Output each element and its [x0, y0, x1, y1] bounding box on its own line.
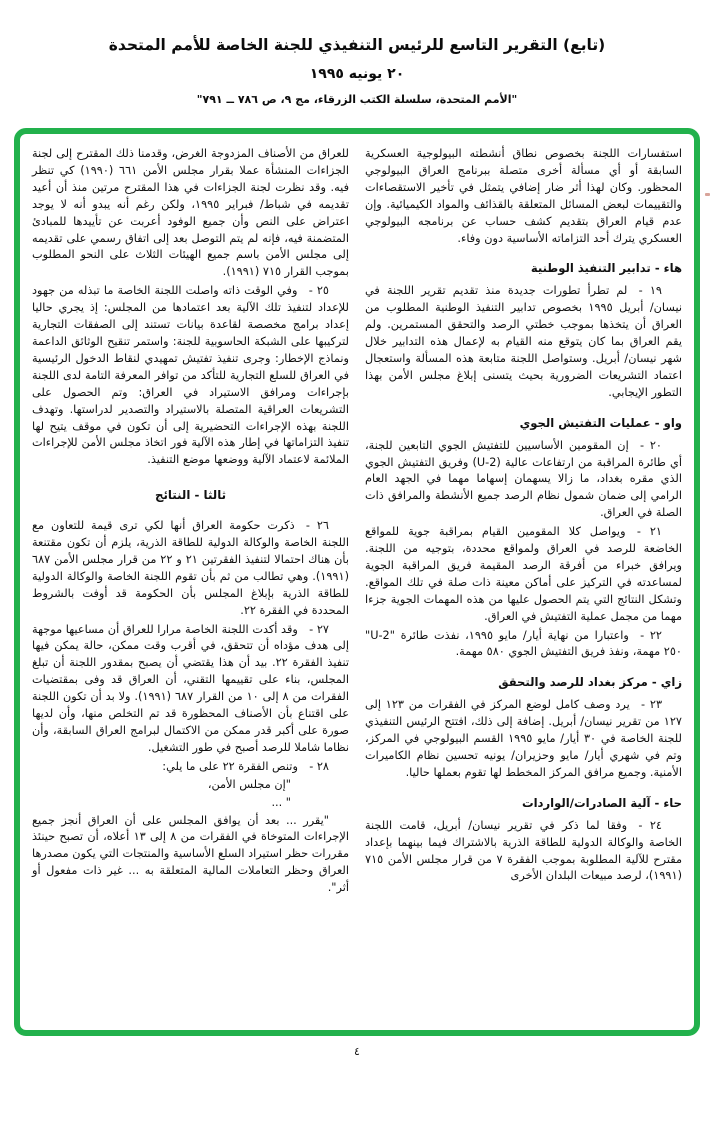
paragraph: للعراق من الأصناف المزدوجة الغرض، وقدمنا ذلك المقترح إلى لجنة الجزاءات المنشأة عملا بقرار مجلس الأمن ٦٦١ (١٩٩٠) كي تنظر فيه. وقد نظرت لجنة الجزاءات في هذا المقترح مرتين منذ أن أعيد تقديمه في شباط/ فبراير ١٩٩٥، ولكن رغم أنه يبدو أنه لا يوجد اعتراض على النص وأن جميع الوفود أعربت عن تأييدها للمبادئ المتضمنة فيه، فإنه لم يتم التوصل بعد إلى اتفاق رسمي على تقديمه إلى مجلس الأمن باسم جميع الهيئات الثلاث على النحو المطلوب بموجب القرار ٧١٥ (١٩٩١).	[32, 147, 349, 279]
numbered-paragraph: ١٩ - لم تطرأ تطورات جديدة منذ تقديم تقرير اللجنة في نيسان/ أبريل ١٩٩٥ بخصوص تدابير التنفيذ الوطنية المطلوب من العراق أن يتخذها بموجب خطتي الرصد والتحقق المستمرين. ولم يقم العراق بما كان يتوقع منه القيام به لإعمال هذه التدابير خلال شهر نيسان/ أبريل. وستواصل اللجنة متابعة هذه المسألة واستعجال اعتماد التشريعات الضرورية بحيث يتسنى إبلاغ مجلس الأمن بهذا التطور الإيجابي.	[365, 284, 682, 399]
section-heading: واو - عمليات التفتيش الجوي	[519, 415, 682, 430]
document-source-citation: "الأمم المتحدة، سلسلة الكتب الزرقاء، مج ٩، ص ٧٨٦ ــ ٧٩١"	[196, 93, 518, 106]
numbered-paragraph: ٢٥ - وفي الوقت ذاته واصلت اللجنة الخاصة ما تبذله من جهود للإعداد لتنفيذ تلك الآلية بعد اعتمادها من المجلس: إذ يجري حاليا إعداد برامج مخصصة لقاعدة بيانات تستند إلى الصفقات التجارية لتركيبها على الشبكة الحاسوبية للجنة: واستمر تنقيح الوثائق الداعمة ونماذج الإخطار: وجرى تنفيذ تفتيش تمهيدي لنقاط الدخول الرئيسية في العراق للسلع التجارية للتأكد من توافر المعرفة التامة لدى اللجنة بإجراءات ومرافق الاستيراد في العراق: وتم الحصول على التشريعات العراقية المتصلة بالاستيراد والتصدير لدراستها. وتهدف اللجنة بهذه الإجراءات التحضيرية إلى أن تكون في موقف يتيح لها تنفيذ التزاماتها في إطار هذه الآلية فور اتخاذ مجلس الأمن للإجراءات الملائمة لاعتماد الآلية ووضعها موضع التنفيذ.	[32, 284, 349, 467]
numbered-paragraph: ٢٨ - وتنص الفقرة ٢٢ على ما يلي:	[162, 759, 329, 773]
section-heading: هاء - تدابير التنفيذ الوطنية	[530, 261, 682, 276]
stray-scan-mark	[705, 193, 710, 196]
document-title: (تابع) التقرير التاسع للرئيس التنفيذي للجنة الخاصة للأمم المتحدة	[108, 36, 606, 54]
content-border	[14, 128, 700, 1036]
numbered-paragraph: ٢٣ - يرد وصف كامل لوضع المركز في الفقرات من ١٢٣ إلى ١٢٧ من تقرير نيسان/ أبريل. إضافة إلى ذلك، افتتح الرئيس التنفيذي للجنة الخاصة في ٣٠ أيار/ مايو ١٩٩٥ القسم البيولوجي في المركز، وتم في شهري أيار/ مايو وحزيران/ يونيه تحسين نظام الكاميرات الأمنية. وجميع مرافق المركز المخطط لها تقوم بعملها حاليا.	[365, 698, 682, 779]
right-text-column	[365, 146, 682, 898]
numbered-paragraph: ٢٦ - ذكرت حكومة العراق أنها لكي ترى قيمة للتعاون مع اللجنة الخاصة والوكالة الدولية للطاقة الذرية، يلزم أن تكون مقتنعة بأن هناك احتمالا لتنفيذ الفقرتين ٢١ و ٢٢ من قرار مجلس الأمن ٦٨٧ (١٩٩١). وهي تطالب من ثم بأن تقوم اللجنة الخاصة والوكالة الدولية للطاقة الذرية بإبلاغ المجلس بأن الحكومة قد أوفت بالشروط المحددة في الفقرة ٢٢.	[32, 519, 349, 617]
page-number: ٤	[354, 1045, 360, 1058]
numbered-paragraph: ٢٧ - وقد أكدت اللجنة الخاصة مرارا للعراق أن مساعيها موجهة إلى هدف مؤداه أن تتحقق، في أقرب وقت ممكن، حالة يمكن فيها تنفيذ الفقرة ٢٢. بيد أن هذا يقتضي أن يصبح بمقدور اللجنة أن تبلغ المجلس، بناء على تقييمها التقني، أن العراق قد وفى بمقتضيات الفقرات من ٨ إلى ١٠ من القرار ٦٨٧ (١٩٩١). ولا بد أن تكون اللجنة على اقتناع بأن الأصناف المحظورة قد تم التخلص منها، وأن لديها صورة على أكبر قدر ممكن من الاكتمال لبرامج العراق السابقة، وأن نظاما شاملا للرصد أصبح في طور التشغيل.	[32, 622, 350, 754]
numbered-paragraph: ٢١ - ويواصل كلا المقومين القيام بمراقبة جوية للمواقع الخاضعة للرصد في العراق ولمواقع محددة، بتوجيه من اللجنة. ويرافق خبراء من أفرقة الرصد المقيمة فريق المراقبة الجوية لمساعدته في التركيز على أماكن معينة ذات صلة في تلك المواقع. وتشكل النتائج التي يتم الحصول عليها من هذه المهمات الجوية جزءا مهما من مجمل عملية التفتيش في العراق.	[365, 525, 682, 623]
document-date: ٢٠ يونيه ١٩٩٥	[309, 66, 405, 82]
quote-line: "إن مجلس الأمن،	[207, 777, 291, 791]
numbered-paragraph: ٢٠ - إن المقومين الأساسيين للتفتيش الجوي التابعين للجنة، أي طائرة المراقبة من ارتفاعات عالية (U-2) وفريق التفتيش الجوي الذي مقره بغداد، ما زالا يسهمان إسهاما مهما في الجهد العام الرامي إلى ضمان شمول نظام الرصد جميع الأنشطة والمرافق ذات الصلة في العراق.	[365, 438, 683, 520]
content-columns	[20, 134, 694, 898]
numbered-paragraph: ٢٢ - واعتبارا من نهاية أيار/ مايو ١٩٩٥، نفذت طائرة "U-2" ٢٥٠ مهمة، ونفذ فريق التفتيش الجوي ٥٨٠ مهمة.	[365, 628, 682, 659]
section-heading: زاي - مركز بغداد للرصد والتحقق	[498, 675, 682, 690]
paragraph: استفسارات اللجنة بخصوص نطاق أنشطته البيولوجية العسكرية السابقة أو أي مسألة أخرى متصلة ببرنامج العراق البيولوجي المحظور. وكان لهذا أثر ضار إضافي يتمثل في تأخير الاستقصاءات والتقييمات لبعض المسائل المتعلقة بالقذائف والمواد الكيميائية. وإن عدم قيام العراق بتقديم كشف حساب عن برنامجه البيولوجي العسكري يترك أحد التزاماته الأساسية دون وفاء.	[365, 147, 682, 245]
quote-line: " ...	[271, 795, 291, 809]
document-header	[0, 36, 714, 106]
quote-paragraph: "يقرر ... بعد أن يوافق المجلس على أن العراق أنجز جميع الإجراءات المتوخاة في الفقرات من ٨ إلى ١٣ أعلاه، أن تصبح حينئذ مقررات حظر استيراد السلع الأساسية والمنتجات التي يكون مصدرها العراق وحظر التعاملات المالية المتعلقة به ... غير ذات مفعول أو أثر".	[32, 813, 350, 895]
left-text-column	[32, 146, 349, 898]
section-heading: حاء - آلية الصادرات/الواردات	[521, 795, 682, 810]
part-heading: ثالثا - النتائج	[154, 488, 227, 503]
numbered-paragraph: ٢٤ - وفقا لما ذكر في تقرير نيسان/ أبريل، قامت اللجنة الخاصة والوكالة الدولية للطاقة الذرية بالاشتراك فيما بينهما بإعداد مقترح للآلية المطلوبة بموجب الفقرة ٧ من قرار مجلس الأمن ٧١٥ (١٩٩١)، لرصد مبيعات البلدان الأخرى	[365, 818, 682, 883]
